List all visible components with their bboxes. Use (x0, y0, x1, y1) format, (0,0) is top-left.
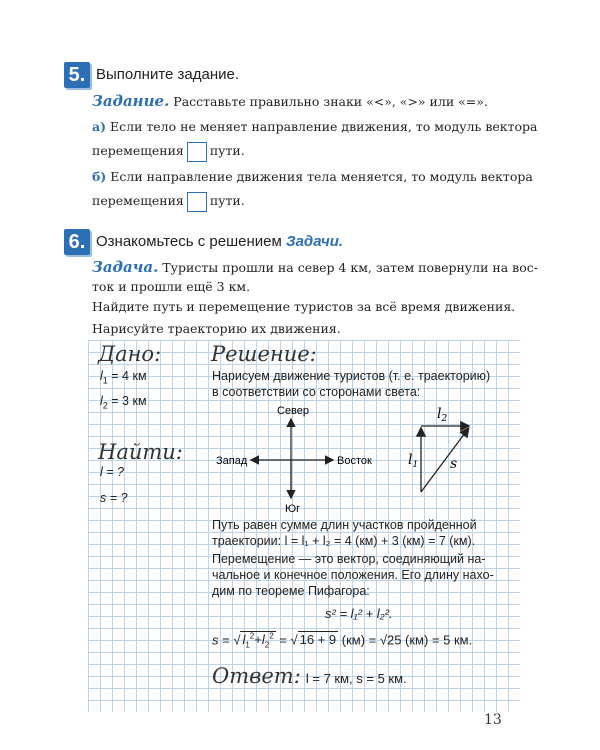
label-l1: $l_1$ (408, 452, 419, 470)
question-1: Найдите путь и перемещение туристов за всё время движения. (92, 299, 516, 314)
problem-text1: Туристы прошли на север 4 км, затем повернули на вос- (162, 260, 538, 275)
task6-heading-em: Задачи. (285, 233, 344, 250)
page-number: 13 (484, 712, 502, 728)
answer-box-a[interactable] (187, 142, 207, 162)
subtask-b-label: б) (92, 169, 107, 184)
solution-title: Решение: (211, 342, 317, 366)
task6-heading-text: Ознакомьтесь с решением (96, 233, 282, 250)
label-west: Запад (216, 455, 248, 467)
disp-line-1: Перемещение — это вектор, соединяющий на- (212, 552, 486, 566)
answer-line (212, 664, 407, 688)
subtask-a-line1 (92, 116, 537, 138)
given-l2: $l_2 = 3$ км (100, 394, 147, 411)
task-number-badge-6: 6. (64, 229, 90, 255)
subtask-b-line1 (92, 166, 533, 188)
vector-s (421, 429, 468, 492)
subtask-a-post: пути. (209, 143, 245, 158)
task-label: Задание. (92, 92, 170, 110)
given-title: Дано: (98, 342, 162, 366)
question-2: Нарисуйте траекторию их движения. (92, 321, 341, 336)
subtask-b-line2 (92, 190, 245, 212)
solution-intro-1: Нарисуем движение туристов (т. е. траекторию) (212, 369, 491, 383)
formula-pythagoras: s² = l₁² + l₂². (325, 606, 393, 621)
label-s: s (450, 456, 458, 472)
answer-text: l = 7 км, s = 5 км. (305, 671, 407, 686)
label-l2: $l_2$ (437, 406, 448, 424)
task-text: Расставьте правильно знаки «<», «>» или «=». (173, 94, 488, 109)
task6-heading (96, 233, 343, 250)
label-south: Юг (285, 503, 301, 515)
formula-calc: s = √ $l_1^2+l_2^2$ = √ 16 + 9 (км) = √25 (км) = 5 км. (212, 632, 473, 650)
formula-calc-rest: (км) = √25 (км) = 5 км. (341, 632, 473, 648)
compass-diagram (210, 400, 510, 520)
task-number-badge: 5. (64, 62, 90, 88)
subtask-b-text: Если направление движения тела меняется, то модуль вектора (110, 169, 533, 184)
path-line-1: Путь равен сумме длин участков пройденной (212, 518, 477, 532)
find-title: Найти: (98, 440, 183, 464)
subtask-b-pre: перемещения (92, 193, 184, 208)
label-north: Север (277, 405, 310, 417)
subtask-a-line2 (92, 140, 245, 162)
solution-intro-2: в соответствии со сторонами света: (212, 385, 421, 399)
task-heading: Выполните задание. (96, 66, 240, 83)
task-instruction (92, 90, 488, 113)
subtask-a-pre: перемещения (92, 143, 184, 158)
answer-label: Ответ: (212, 664, 301, 688)
disp-line-2: чальное и конечное положения. Его длину нахо- (212, 568, 494, 582)
subtask-b-post: пути. (209, 193, 245, 208)
subtask-a-text: Если тело не меняет направление движения, то модуль вектора (110, 119, 538, 134)
find-l: l = ? (100, 465, 124, 479)
label-east: Восток (337, 455, 372, 467)
find-s: s = ? (100, 491, 128, 505)
problem-line2: ток и прошли ещё 3 км. (92, 279, 251, 294)
problem-label: Задача. (92, 258, 159, 276)
path-line-2: траектории: l = l₁ + l₂ = 4 (км) + 3 (км) = 7 (км). (212, 534, 476, 548)
disp-line-3: дим по теореме Пифагора: (212, 584, 370, 598)
subtask-a-label: а) (92, 119, 107, 134)
answer-box-b[interactable] (187, 192, 207, 212)
given-l1: $l_1 = 4$ км (100, 369, 147, 386)
